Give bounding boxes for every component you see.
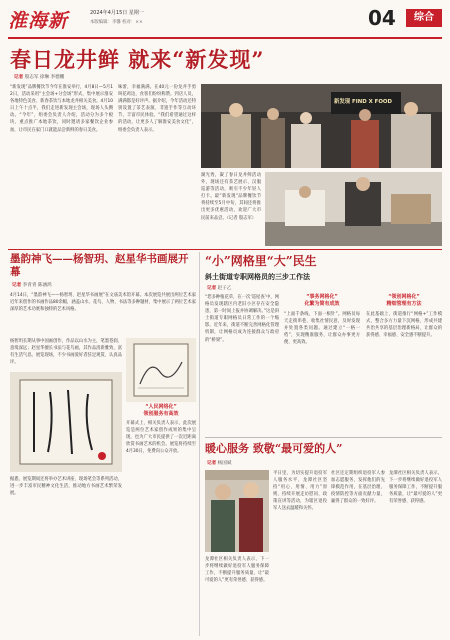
main-byline bbox=[14, 74, 64, 80]
right-article-col3: 在此基础上，街道推行“网格+”工作模式，整合多方力量下沉网格，形成共建共治共享的基层治理新格局，让群众的获得感、幸福感、安全感不断提升。 bbox=[366, 312, 442, 339]
photo-signage: 新发现 FIND X FOOD bbox=[334, 99, 392, 105]
left-article-body: 杨智玥长期从事中国画创作，作品以山水为主，笔墨苍润、意境深远；赵星华擅长书法与花鸟画，其作品清新雅致、富有生活气息。展览现场，不少书画爱好者驻足观赏、认真品评。 bbox=[10, 339, 122, 366]
right-article-title: “小”网格里“大”民生 bbox=[205, 254, 317, 268]
byline-mark: 记者 bbox=[14, 75, 24, 80]
left-article-title: 墨韵神飞——杨智玥、赵星华书画展开幕 bbox=[10, 253, 189, 278]
masthead bbox=[8, 4, 442, 38]
lead-photo-bottom bbox=[265, 172, 442, 246]
subhead-text: “领创网格化” 精细管理有方法 bbox=[386, 294, 422, 307]
byline-names: 杨国斌 bbox=[217, 461, 232, 466]
byline-mark: 记者 bbox=[12, 283, 22, 288]
page-number: 04 bbox=[368, 6, 396, 30]
byline-mark: 记者 bbox=[207, 461, 217, 466]
right-section-divider bbox=[205, 437, 442, 438]
lead-photo-top bbox=[201, 84, 442, 168]
right-article-subhead2 bbox=[366, 294, 442, 308]
right-article-col2: “上面千条线，下面一根针”。网格员每天走街串巷，收集社情民意，及时发现并处置各类问题。通过建立“一格一档”，实现精准服务，让群众办事更方便、更高效。 bbox=[284, 312, 360, 346]
subhead-text: “事务网格化” 化繁为简有成效 bbox=[304, 294, 340, 307]
lead-article-col1: “新发现”品牌餐饮节今年在淮安举行，4月8日—5月12日，活动采用“主会场+分会场”形式，集中展示淮安各地特色美食、新春茶饮与本地龙井相关美食。4月10日上午十点半，我们走进新发现主会场，现场人头攒动。“今年”，组委会负责人介绍，活动分为多个板块，重点推广本地茶饮，同时邀请多家餐饮企业参加，让市民在家门口就能品尝新鲜的春日美食。 bbox=[10, 85, 113, 133]
masthead-rule bbox=[8, 37, 442, 39]
bottom-article-col1: 平日里，为切实提升退役军人服务水平，龙潭社区坚持“用心、用情、用力”原则，持续开展走访慰问、政策宣讲等活动，为辖区退役军人送去温暖和关怀。 bbox=[273, 471, 327, 512]
byline-names: 赵子乙 bbox=[217, 286, 232, 291]
section-label: 综合 bbox=[414, 12, 434, 23]
bottom-article-col2: 社区还定期组织退役军人参加志愿服务，发挥他们的先锋模范作用，在基层治理、疫情防控等方面贡献力量，赢得了群众的一致好评。 bbox=[331, 471, 385, 505]
bottom-article-title: 暖心服务 致敬“最可爱的人” bbox=[205, 442, 343, 455]
left-article-col2: 开幕式上，相关负责人表示，此次展览是两位艺术家创作成果的集中呈现，也为广大市民提供了一次近距离欣赏书画艺术的机会。展览将持续至4月30日，免费向公众开放。 bbox=[126, 421, 196, 455]
left-article-col3: 据悉，展览期间还将举办艺术讲座、现场笔会等系列活动，进一步丰富市民精神文化生活，推动地方书画艺术繁荣发展。 bbox=[10, 477, 122, 497]
lead-article-col2: 味蕾，幸福满满。在40元一份龙井手剪叫花鸡边，食客们纷纷称赞。到店人员，满满都是好评声。据介绍，今年活动还特别设置了茶艺表演、非遗手作等互动环节，丰富市民体验。“我们希望通过这样的活动，让更多人了解淮安美食文化”，组委会负责人表示。 bbox=[118, 85, 196, 133]
bottom-article-col0: 龙潭社区相关负责人表示，下一步将继续做好退役军人服务保障工作，不断提升服务质量，让“最可爱的人”更有荣誉感、获得感。 bbox=[205, 557, 269, 584]
column-divider-left bbox=[199, 252, 200, 636]
lead-photo-top-image bbox=[201, 84, 442, 168]
right-article-subhead1 bbox=[284, 294, 360, 308]
byline-names: 李青青 陈涵鸿 bbox=[22, 283, 52, 288]
subhead-text: “人民网络化” 领创服务有高效 bbox=[143, 404, 179, 417]
main-headline: 春日龙井鲜 就来“新发现” bbox=[10, 47, 265, 72]
bottom-article-image bbox=[205, 470, 269, 552]
bottom-article-byline bbox=[207, 460, 231, 466]
right-article-subtitle: 斜土街道专职网格员的三步工作法 bbox=[205, 273, 310, 281]
left-article-subhead bbox=[126, 404, 196, 418]
right-article-byline bbox=[207, 285, 231, 291]
left-artwork-photo bbox=[126, 338, 196, 402]
left-calligraphy-photo bbox=[10, 372, 122, 472]
lead-photo-bottom-image bbox=[265, 172, 442, 246]
page-editor: 本版编辑：李馨 校对：×× bbox=[90, 20, 143, 25]
left-artwork-image bbox=[126, 338, 196, 402]
bottom-article-photo bbox=[205, 470, 269, 552]
bottom-article-col3: 龙潭社区相关负责人表示，下一步将继续做好退役军人服务保障工作，不断提升服务质量，让“最可爱的人”更有荣誉感、获得感。 bbox=[389, 471, 442, 505]
issue-date: 2024年4月15日 星期一 bbox=[90, 10, 144, 16]
left-article-intro: 4月14日，“墨韵神飞——杨智玥、赵星华书画展”在文庙美术馆开幕。本次展览共展出两位艺术家近年来创作的书画作品80余幅，涵盖山水、花鸟、人物、书法等多种题材，集中展示了两位艺术家深厚的艺术功底和独特的艺术风格。 bbox=[10, 293, 196, 313]
left-calligraphy-image bbox=[10, 372, 122, 472]
byline-mark: 记者 bbox=[207, 286, 217, 291]
byline-names: 殷志军 徐琳 李德鹏 bbox=[24, 75, 65, 80]
lead-article-col3: 湖光秀，凝了春日龙井鲜活动外，现场还有茶艺展示、汉服巡游等活动，吸引不少年轻人打卡。最”新发现”品牌餐饮节将持续至5月中旬，其间还将推出更多优惠活动，欢迎广大市民前来品尝。（记者 殷志军） bbox=[201, 173, 261, 221]
newspaper-logo: 淮海新 bbox=[8, 10, 69, 32]
section-divider bbox=[8, 249, 442, 250]
right-article-col1: “您多种植花草，在一次‘巡屋查’中，网格员发现辖区内老旧小区存在安全隐患，第一时间上报并协调解决。”这是斜土街道专职网格员日常工作的一个缩影。近年来，街道不断完善网格化管理机制，让网格员成为连接群众与政府的“桥梁”。 bbox=[205, 295, 279, 343]
left-article-byline bbox=[12, 282, 52, 288]
section-badge bbox=[406, 9, 442, 27]
